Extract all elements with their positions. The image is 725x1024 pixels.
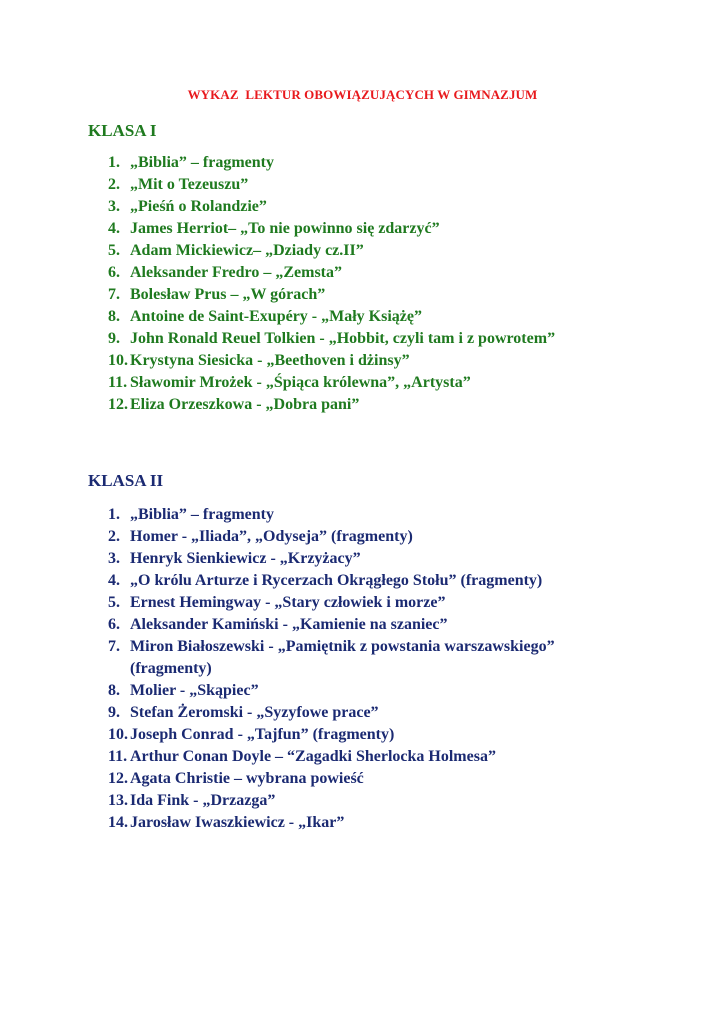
- list-item-number: 4.: [108, 220, 120, 237]
- list-item-number: 6.: [108, 616, 120, 633]
- list-item: [108, 218, 555, 240]
- list-item-number: 1.: [108, 154, 120, 171]
- list-item-text-line-2: (fragmenty): [130, 660, 212, 677]
- list-item: [108, 614, 555, 636]
- section-heading-klasa-1: KLASA I: [88, 121, 157, 140]
- list-item-text: „Biblia” – fragmenty: [130, 154, 274, 171]
- list-item: [108, 636, 555, 680]
- list-item: [108, 504, 555, 526]
- list-item-text: Homer - „Iliada”, „Odyseja” (fragmenty): [130, 528, 413, 545]
- list-item-text: Sławomir Mrożek - „Śpiąca królewna”, „Artysta”: [130, 374, 471, 391]
- list-item-text: Jarosław Iwaszkiewicz - „Ikar”: [130, 814, 345, 831]
- list-item: [108, 284, 555, 306]
- list-item: [108, 328, 555, 350]
- list-item: [108, 240, 555, 262]
- list-item-text: „Pieśń o Rolandzie”: [130, 198, 267, 215]
- list-item: [108, 262, 555, 284]
- list-item: [108, 196, 555, 218]
- list-item-text: John Ronald Reuel Tolkien - „Hobbit, czyli tam i z powrotem”: [130, 330, 556, 347]
- list-item-number: 7.: [108, 286, 120, 303]
- list-item-number: 4.: [108, 572, 120, 589]
- list-item-text: Henryk Sienkiewicz - „Krzyżacy”: [130, 550, 361, 567]
- list-item-number: 10.: [108, 352, 128, 369]
- list-item-number: 11.: [108, 374, 128, 391]
- list-item-number: 2.: [108, 528, 120, 545]
- list-item-number: 1.: [108, 506, 120, 523]
- list-item-text: [130, 636, 555, 680]
- list-item: [108, 306, 555, 328]
- list-item-text: „Biblia” – fragmenty: [130, 506, 274, 523]
- list-item-text: Ida Fink - „Drzazga”: [130, 792, 276, 809]
- list-item: [108, 350, 555, 372]
- list-item-number: 8.: [108, 308, 120, 325]
- list-item: [108, 768, 555, 790]
- list-item-number: 14.: [108, 814, 128, 831]
- list-item-text: Adam Mickiewicz– „Dziady cz.II”: [130, 242, 364, 259]
- list-item-text: Eliza Orzeszkowa - „Dobra pani”: [130, 396, 360, 413]
- list-item-text: Molier - „Skąpiec”: [130, 682, 259, 699]
- list-item-number: 2.: [108, 176, 120, 193]
- list-item-text: Agata Christie – wybrana powieść: [130, 770, 364, 787]
- list-item-number: 13.: [108, 792, 128, 809]
- list-item-text: Bolesław Prus – „W górach”: [130, 286, 326, 303]
- list-item: [108, 372, 555, 394]
- list-item: [108, 174, 555, 196]
- list-item: [108, 702, 555, 724]
- list-item: [108, 680, 555, 702]
- list-item-text: Aleksander Kamiński - „Kamienie na szaniec”: [130, 616, 448, 633]
- list-item-number: 3.: [108, 198, 120, 215]
- list-item-text: „Mit o Tezeuszu”: [130, 176, 249, 193]
- list-item-text: „O królu Arturze i Rycerzach Okrągłego Stołu” (fragmenty): [130, 572, 543, 589]
- list-item-text: Antoine de Saint-Exupéry - „Mały Książę”: [130, 308, 422, 325]
- list-item: [108, 526, 555, 548]
- list-item: [108, 152, 555, 174]
- list-item-number: 8.: [108, 682, 120, 699]
- list-item-text: Aleksander Fredro – „Zemsta”: [130, 264, 342, 281]
- list-item-number: 5.: [108, 594, 120, 611]
- list-item: [108, 812, 555, 834]
- list-item-text: Krystyna Siesicka - „Beethoven i dżinsy”: [130, 352, 410, 369]
- list-item-number: 9.: [108, 704, 120, 721]
- list-item: [108, 724, 555, 746]
- list-item-text: Arthur Conan Doyle – “Zagadki Sherlocka Holmesa”: [130, 748, 496, 765]
- list-item-number: 3.: [108, 550, 120, 567]
- list-item-number: 6.: [108, 264, 120, 281]
- list-item-text: Joseph Conrad - „Tajfun” (fragmenty): [130, 726, 395, 743]
- list-item: [108, 570, 555, 592]
- list-item-text: James Herriot– „To nie powinno się zdarzyć”: [130, 220, 440, 237]
- reading-list-klasa-1: [108, 152, 555, 416]
- document-title: WYKAZ LEKTUR OBOWIĄZUJĄCYCH W GIMNAZJUM: [187, 87, 538, 102]
- list-item: [108, 746, 555, 768]
- section-heading-klasa-2: KLASA II: [88, 471, 164, 490]
- list-item-text: Ernest Hemingway - „Stary człowiek i morze”: [130, 594, 446, 611]
- list-item: [108, 548, 555, 570]
- list-item: [108, 394, 555, 416]
- list-item-number: 11.: [108, 748, 128, 765]
- list-item: [108, 790, 555, 812]
- list-item-number: 5.: [108, 242, 120, 259]
- list-item-number: 12.: [108, 396, 128, 413]
- list-item-text: Stefan Żeromski - „Syzyfowe prace”: [130, 704, 379, 721]
- list-item: [108, 592, 555, 614]
- reading-list-klasa-2: [108, 504, 555, 834]
- list-item-number: 7.: [108, 638, 120, 655]
- list-item-number: 10.: [108, 726, 128, 743]
- list-item-text-line-1: Miron Białoszewski - „Pamiętnik z powstania warszawskiego”: [130, 638, 555, 655]
- list-item-number: 9.: [108, 330, 120, 347]
- list-item-number: 12.: [108, 770, 128, 787]
